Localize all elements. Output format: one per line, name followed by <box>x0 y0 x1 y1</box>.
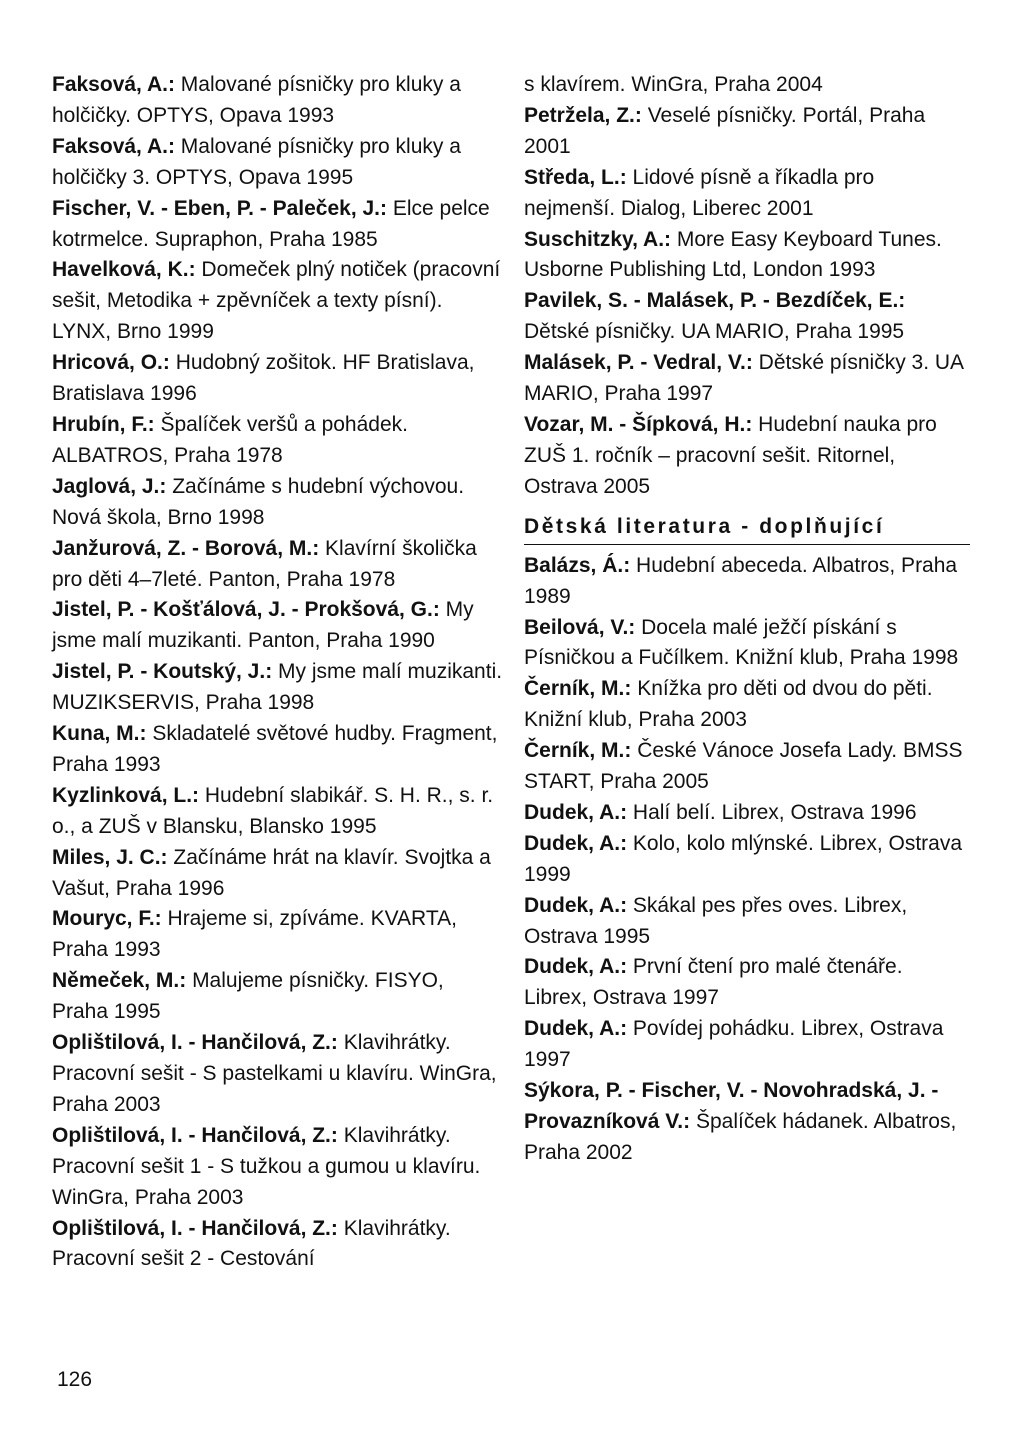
entry-author: Jistel, P. - Koutský, J.: <box>52 660 273 684</box>
bibliography-entry <box>52 132 504 194</box>
entry-text: Začínáme hrát na klavír. Svojtka a Vašut, Praha 1996 <box>52 845 491 900</box>
entry-text: Veselé písničky. Portál, Praha 2001 <box>524 103 926 158</box>
entry-text: Docela malé ježčí pískání s Písničkou a Fučílkem. Knižní klub, Praha 1998 <box>524 615 959 670</box>
entry-author: Fischer, V. - Eben, P. - Paleček, J.: <box>52 196 388 220</box>
entry-author: Balázs, Á.: <box>524 553 631 577</box>
entry-text: Hudební abeceda. Albatros, Praha 1989 <box>524 553 958 608</box>
entry-text: Domeček plný notiček (pracovní sešit, Metodika + zpěvníček a texty písní). LYNX, Brno 1999 <box>52 258 501 344</box>
section-heading: Dětská literatura - doplňující <box>524 513 970 545</box>
entry-text: More Easy Keyboard Tunes. Usborne Publishing Ltd, London 1993 <box>524 227 942 282</box>
bibliography-entry <box>524 348 970 410</box>
entry-text: Špalíček hádanek. Albatros, Praha 2002 <box>524 1110 957 1164</box>
entry-author: Sýkora, P. - Fischer, V. - Novohradská, J. - Provazníková V.: <box>524 1079 939 1133</box>
entry-text: Elce pelce kotrmelce. Supraphon, Praha 1985 <box>52 196 490 251</box>
bibliography-entry <box>524 1076 970 1169</box>
entry-text: Lidové písně a říkadla pro nejmenší. Dialog, Liberec 2001 <box>524 165 875 220</box>
bibliography-entry <box>52 70 504 132</box>
bibliography-entry <box>524 891 970 953</box>
bibliography-entry <box>524 163 970 225</box>
entry-author: Jaglová, J.: <box>52 474 167 498</box>
entry-author: Petržela, Z.: <box>524 103 642 127</box>
entry-author: Havelková, K.: <box>52 258 196 282</box>
entry-author: Oplištilová, I. - Hančilová, Z.: <box>52 1031 338 1055</box>
bibliography-entry <box>52 348 504 410</box>
entry-text: Hudební slabikář. S. H. R., s. r. o., a ZUŠ v Blansku, Blansko 1995 <box>52 783 494 838</box>
entry-author: Dudek, A.: <box>524 831 628 855</box>
bibliography-entry <box>52 843 504 905</box>
entry-text: Povídej pohádku. Librex, Ostrava 1997 <box>524 1017 944 1072</box>
entry-text: Kolo, kolo mlýnské. Librex, Ostrava 1999 <box>524 831 963 886</box>
entry-text: s klavírem. WinGra, Praha 2004 <box>524 73 823 96</box>
entry-author: Malásek, P. - Vedral, V.: <box>524 351 753 375</box>
entry-text: Začínáme s hudební výchovou. Nová škola, Brno 1998 <box>52 474 465 529</box>
entry-author: Dudek, A.: <box>524 1017 628 1041</box>
bibliography-entry <box>52 904 504 966</box>
bibliography-entry <box>52 781 504 843</box>
entry-author: Středa, L.: <box>524 165 627 189</box>
entry-author: Janžurová, Z. - Borová, M.: <box>52 536 320 560</box>
bibliography-entry <box>52 595 504 657</box>
bibliography-entry <box>524 551 970 613</box>
entry-text: Klavírní školička pro děti 4–7leté. Panton, Praha 1978 <box>52 536 477 591</box>
entry-text: Halí belí. Librex, Ostrava 1996 <box>627 800 917 824</box>
entry-author: Hricová, O.: <box>52 351 170 375</box>
bibliography-entry <box>524 829 970 891</box>
entry-author: Dudek, A.: <box>524 955 628 979</box>
entry-author: Hrubín, F.: <box>52 412 155 436</box>
bibliography-entry <box>52 534 504 596</box>
entry-text: Dětské písničky. UA MARIO, Praha 1995 <box>524 320 905 344</box>
bibliography-entry <box>524 674 970 736</box>
entry-text: Malované písničky pro kluky a holčičky. OPTYS, Opava 1993 <box>52 73 461 127</box>
entry-author: Oplištilová, I. - Hančilová, Z.: <box>52 1216 338 1240</box>
entry-author: Mouryc, F.: <box>52 907 162 931</box>
bibliography-entry <box>52 194 504 256</box>
entry-author: Černík, M.: <box>524 739 632 763</box>
entry-author: Suschitzky, A.: <box>524 227 672 251</box>
bibliography-entry <box>524 952 970 1014</box>
entry-text: Skladatelé světové hudby. Fragment, Praha 1993 <box>52 722 498 776</box>
entry-author: Dudek, A.: <box>524 893 628 917</box>
bibliography-entry <box>52 719 504 781</box>
bibliography-entry <box>52 657 504 719</box>
bibliography-entry <box>52 1214 504 1276</box>
entry-author: Oplištilová, I. - Hančilová, Z.: <box>52 1123 338 1147</box>
bibliography-entry <box>524 225 970 287</box>
entry-text: My jsme malí muzikanti. MUZIKSERVIS, Praha 1998 <box>52 660 503 715</box>
bibliography-entry <box>52 966 504 1028</box>
entry-text: Klavihrátky. Pracovní sešit 1 - S tužkou a gumou u klavíru. WinGra, Praha 2003 <box>52 1123 481 1209</box>
entry-author: Dudek, A.: <box>524 800 628 824</box>
bibliography-entry <box>524 101 970 163</box>
entry-text: České Vánoce Josefa Lady. BMSS START, Praha 2005 <box>524 739 963 794</box>
entry-text: Špalíček veršů a pohádek. ALBATROS, Praha 1978 <box>52 412 408 467</box>
entry-author: Němeček, M.: <box>52 969 187 993</box>
entry-author: Pavilek, S. - Malásek, P. - Bezdíček, E.: <box>524 289 906 313</box>
entry-text: Hrajeme si, zpíváme. KVARTA, Praha 1993 <box>52 907 457 962</box>
bibliography-entry <box>524 736 970 798</box>
bibliography-entry <box>52 1028 504 1121</box>
entry-text: Klavihrátky. Pracovní sešit - S pastelkami u klavíru. WinGra, Praha 2003 <box>52 1031 497 1116</box>
bibliography-entry <box>524 613 970 675</box>
entry-text: Hudobný zošitok. HF Bratislava, Bratislava 1996 <box>52 351 475 406</box>
bibliography-entry <box>52 1121 504 1214</box>
left-column <box>52 70 504 1275</box>
entry-text: Hudební nauka pro ZUŠ 1. ročník – pracovní sešit. Ritornel, Ostrava 2005 <box>524 412 937 498</box>
entry-author: Faksová, A.: <box>52 134 175 158</box>
entry-author: Jistel, P. - Košťálová, J. - Prokšová, G.: <box>52 598 440 622</box>
page-number: 126 <box>57 1368 93 1391</box>
bibliography-entry <box>524 798 970 829</box>
bibliography-entry <box>524 70 970 101</box>
bibliography-entry <box>52 410 504 472</box>
bibliography-entry <box>524 286 970 348</box>
entry-text: My jsme malí muzikanti. Panton, Praha 1990 <box>52 598 474 653</box>
entry-author: Faksová, A.: <box>52 73 175 96</box>
bibliography-entry <box>524 410 970 503</box>
entry-author: Kuna, M.: <box>52 722 147 746</box>
entry-text: První čtení pro malé čtenáře. Librex, Ostrava 1997 <box>524 955 903 1010</box>
bibliography-entry <box>52 255 504 348</box>
entry-author: Kyzlinková, L.: <box>52 783 200 807</box>
entry-text: Klavihrátky. Pracovní sešit 2 - Cestování <box>52 1216 451 1271</box>
entry-author: Vozar, M. - Šípková, H.: <box>524 412 753 436</box>
entry-text: Malované písničky pro kluky a holčičky 3. OPTYS, Opava 1995 <box>52 134 461 189</box>
entry-author: Miles, J. C.: <box>52 845 168 869</box>
entry-text: Knížka pro děti od dvou do pěti. Knižní klub, Praha 2003 <box>524 677 933 732</box>
entry-text: Malujeme písničky. FISYO, Praha 1995 <box>52 969 444 1024</box>
bibliography-entry <box>524 1014 970 1076</box>
entry-author: Černík, M.: <box>524 677 632 701</box>
entry-author: Beilová, V.: <box>524 615 636 639</box>
right-column <box>524 70 970 1169</box>
entry-text: Dětské písničky 3. UA MARIO, Praha 1997 <box>524 351 963 406</box>
entry-text: Skákal pes přes oves. Librex, Ostrava 1995 <box>524 893 908 948</box>
bibliography-entry <box>52 472 504 534</box>
